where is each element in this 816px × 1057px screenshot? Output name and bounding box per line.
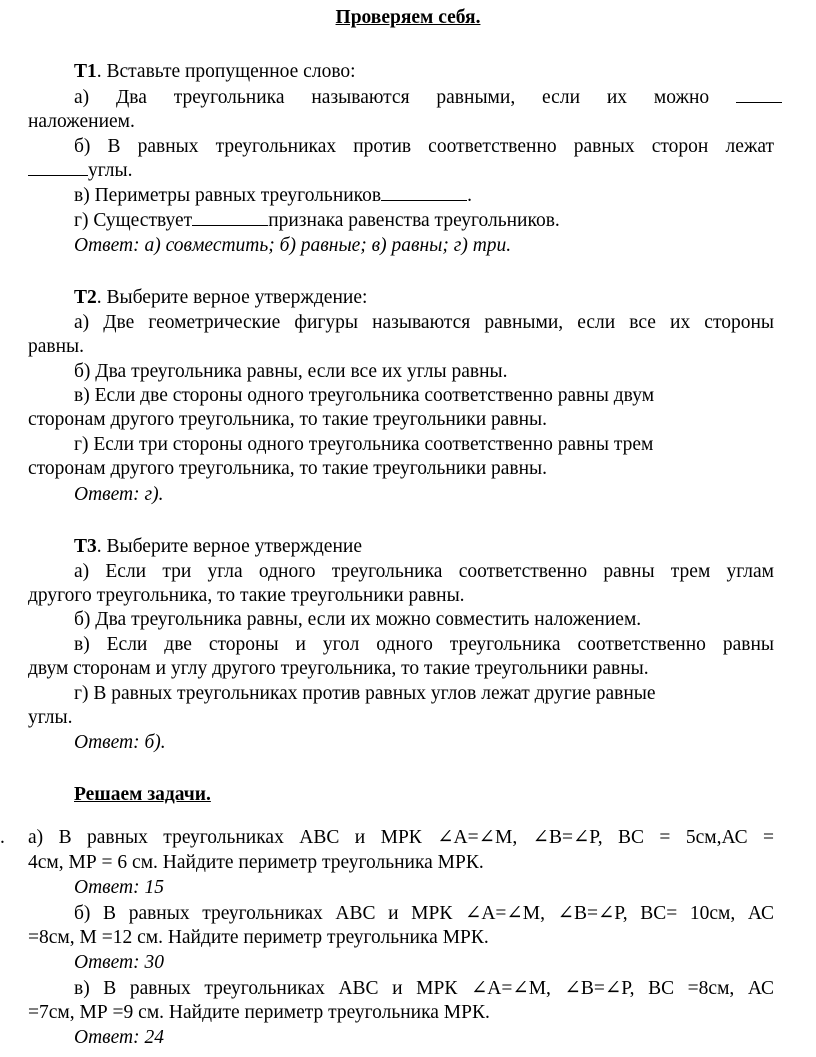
t1-item-c (74, 184, 472, 208)
problem-c-cont: =7см, МР =9 см. Найдите периметр треугольника МРК. (28, 1002, 490, 1023)
t1-b-cont (28, 159, 132, 183)
t3-a-cont: другого треугольника, то такие треугольники равны. (28, 585, 465, 606)
t1-heading (74, 60, 356, 84)
t1-item-a (74, 86, 782, 110)
t2-label: Т2 (74, 287, 97, 308)
t1-d-text: г) Существует (74, 210, 193, 231)
t2-c-cont: сторонам другого треугольника, то такие треугольники равны. (28, 409, 548, 430)
t1-d-text-end: признака равенства треугольников. (268, 210, 560, 231)
t1-a-blank (736, 86, 782, 103)
t1-answer: Ответ: а) совместить; б) равные; в) равны; г) три. (74, 235, 512, 256)
t1-a-cont: наложением. (28, 111, 135, 132)
t1-label: Т1 (74, 61, 97, 82)
t2-answer: Ответ: г). (74, 484, 164, 505)
t1-b-blank (28, 159, 88, 176)
t3-label: Т3 (74, 536, 97, 557)
t3-heading (74, 535, 362, 559)
t1-b-text: углы. (88, 160, 133, 181)
t3-item-a: а) Если три угла одного треугольника соответственно равны трем углам (74, 561, 774, 582)
problem-b-cont: =8см, М =12 см. Найдите периметр треугольника МРК. (28, 927, 489, 948)
t2-a-cont: равны. (28, 336, 85, 357)
t1-prompt: . Вставьте пропущенное слово: (96, 61, 356, 82)
t1-c-end: . (467, 185, 472, 206)
t3-c-cont: двум сторонам и углу другого треугольника, то такие треугольники равны. (28, 658, 649, 679)
t3-item-b: б) Два треугольника равны, если их можно совместить наложением. (74, 609, 642, 630)
problem-a: а) В равных треугольниках АВС и МРК ∠А=∠М, ∠В=∠Р, ВС = 5см,АС = (28, 827, 774, 848)
t2-item-c: в) Если две стороны одного треугольника соответственно равны двум (74, 385, 655, 406)
t2-d-cont: сторонам другого треугольника, то такие треугольники равны. (28, 458, 548, 479)
t3-prompt: . Выберите верное утверждение (96, 536, 362, 557)
t1-c-text: в) Периметры равных треугольников (74, 185, 382, 206)
t1-item-d (74, 209, 560, 233)
t3-item-c: в) Если две стороны и угол одного треугольника соответственно равны (74, 634, 774, 655)
t2-item-a: а) Две геометрические фигуры называются равными, если все их стороны (74, 312, 774, 333)
problem-a-answer: Ответ: 15 (74, 877, 164, 898)
problem-c: в) В равных треугольниках АВС и МРК ∠А=∠М, ∠В=∠Р, ВС =8см, АС (74, 978, 774, 999)
t3-item-d: г) В равных треугольниках против равных углов лежат другие равные (74, 683, 656, 704)
t3-d-cont: углы. (28, 707, 73, 728)
t1-c-blank (381, 184, 467, 201)
t1-a-text: а) Два треугольника называются равными, если их можно (74, 87, 710, 108)
problem-b-answer: Ответ: 30 (74, 952, 164, 973)
t1-item-b: б) В равных треугольниках против соответственно равных сторон лежат (74, 136, 774, 157)
page-title: Проверяем себя. (335, 7, 481, 28)
t2-item-d: г) Если три стороны одного треугольника соответственно равны трем (74, 434, 654, 455)
problems-heading: Решаем задачи. (74, 784, 211, 805)
list-bullet: . (0, 827, 5, 848)
t1-d-blank (192, 209, 268, 226)
problem-a-cont: 4см, МР = 6 см. Найдите периметр треугольника МРК. (28, 852, 484, 873)
t2-heading (74, 286, 367, 310)
t3-answer: Ответ: б). (74, 732, 166, 753)
problem-c-answer: Ответ: 24 (74, 1027, 164, 1048)
problem-b: б) В равных треугольниках АВС и МРК ∠А=∠М, ∠В=∠Р, ВС= 10см, АС (74, 903, 774, 924)
t2-item-b: б) Два треугольника равны, если все их углы равны. (74, 361, 508, 382)
t2-prompt: . Выберите верное утверждение: (96, 287, 368, 308)
